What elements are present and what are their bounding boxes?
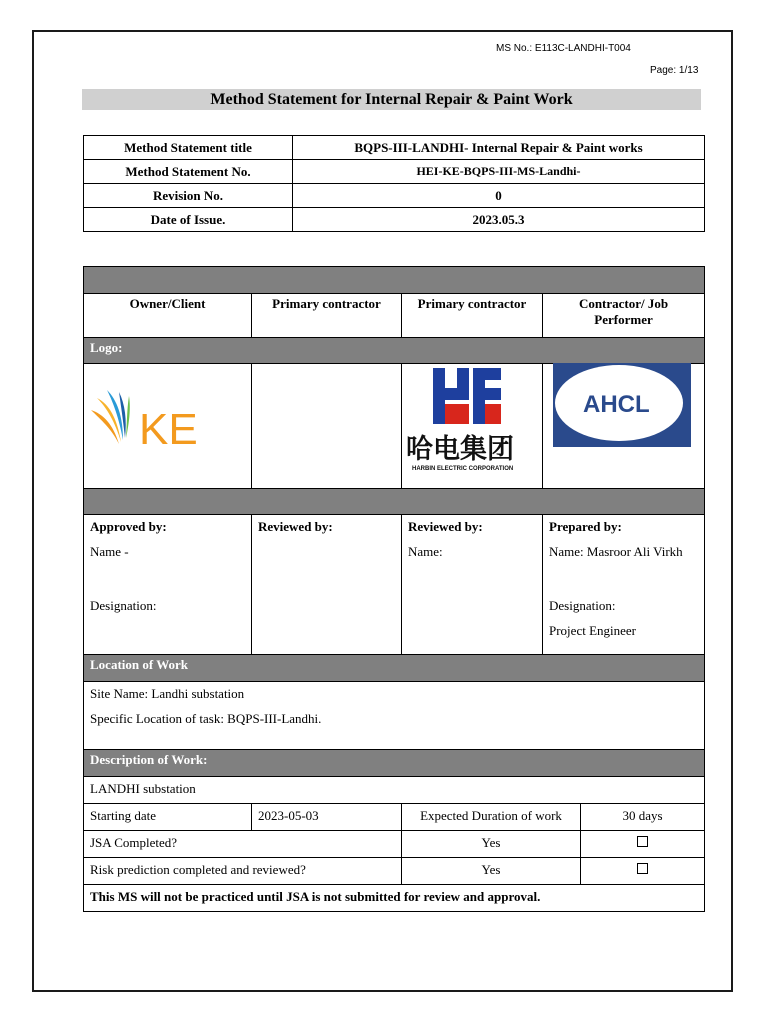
ahcl-logo-cell (543, 364, 705, 489)
approved-name: Name - (90, 544, 129, 559)
checkbox-icon[interactable] (637, 836, 648, 847)
start-date-value: 2023-05-03 (252, 804, 402, 831)
section-bar (84, 267, 705, 294)
start-date-label: Starting date (84, 804, 252, 831)
hei-chinese-name: 哈电集团 (406, 434, 514, 465)
description-text: LANDHI substation (84, 777, 705, 804)
risk-label: Risk prediction completed and reviewed? (84, 858, 402, 885)
prepared-by-label: Prepared by: (549, 519, 622, 534)
info-value: 0 (293, 184, 705, 208)
location-cell (84, 682, 705, 750)
prepared-designation: Designation: (549, 598, 616, 613)
reviewed-by-label: Reviewed by: (408, 519, 483, 534)
approved-by-cell (84, 515, 252, 655)
prepared-by-cell (543, 515, 705, 655)
primary-contractor-header: Primary contractor (252, 294, 402, 338)
prepared-name: Name: Masroor Ali Virkh (549, 544, 683, 559)
risk-value: Yes (402, 858, 581, 885)
jsa-checkbox-cell (581, 831, 705, 858)
prepared-designation-value: Project Engineer (549, 623, 636, 638)
performer-header: Contractor/ Job Performer (543, 294, 705, 338)
ke-logo-feather (91, 410, 119, 444)
info-label: Method Statement title (84, 136, 293, 160)
ke-logo-feather (126, 396, 130, 438)
info-row (84, 208, 705, 232)
site-name: Site Name: Landhi substation (90, 686, 245, 701)
ke-logo-feather (97, 398, 121, 442)
hei-logo (406, 368, 534, 478)
info-value: HEI-KE-BQPS-III-MS-Landhi- (293, 160, 705, 184)
info-label: Method Statement No. (84, 160, 293, 184)
section-bar (84, 489, 705, 515)
risk-checkbox-cell (581, 858, 705, 885)
jsa-value: Yes (402, 831, 581, 858)
duration-value: 30 days (581, 804, 705, 831)
empty-logo-cell (252, 364, 402, 489)
ke-logo-text: KE (139, 405, 198, 454)
primary-contractor-header: Primary contractor (402, 294, 543, 338)
info-value: BQPS-III-LANDHI- Internal Repair & Paint works (293, 136, 705, 160)
ms-number: MS No.: E113C-LANDHI-T004 (496, 43, 631, 54)
reviewed-by-label: Reviewed by: (258, 519, 333, 534)
info-row (84, 184, 705, 208)
info-row (84, 136, 705, 160)
reviewed-by-cell (402, 515, 543, 655)
hei-logo-mark (433, 368, 501, 424)
ke-logo (89, 388, 235, 458)
ahcl-logo-text: AHCL (583, 391, 650, 418)
hei-english-name: HARBIN ELECTRIC CORPORATION (412, 466, 514, 472)
logo-label: Logo: (84, 338, 705, 364)
info-row (84, 160, 705, 184)
approved-designation: Designation: (90, 598, 157, 613)
page-number: Page: 1/13 (650, 65, 699, 76)
document-title: Method Statement for Internal Repair & Paint Work (82, 89, 701, 110)
info-label: Date of Issue. (84, 208, 293, 232)
duration-label: Expected Duration of work (402, 804, 581, 831)
checkbox-icon[interactable] (637, 863, 648, 874)
jsa-label: JSA Completed? (84, 831, 402, 858)
footer-note: This MS will not be practiced until JSA is not submitted for review and approval. (84, 885, 705, 912)
description-heading: Description of Work: (84, 750, 705, 777)
hei-logo-cell (402, 364, 543, 489)
reviewed-name: Name: (408, 544, 443, 559)
specific-location: Specific Location of task: BQPS-III-Landhi. (90, 711, 322, 726)
reviewed-by-cell (252, 515, 402, 655)
main-table (83, 266, 705, 912)
location-heading: Location of Work (84, 655, 705, 682)
info-value: 2023.05.3 (293, 208, 705, 232)
ahcl-logo (553, 363, 693, 453)
approved-by-label: Approved by: (90, 519, 167, 534)
owner-header: Owner/Client (84, 294, 252, 338)
ke-logo-cell (84, 364, 252, 489)
info-table (83, 135, 705, 232)
info-label: Revision No. (84, 184, 293, 208)
